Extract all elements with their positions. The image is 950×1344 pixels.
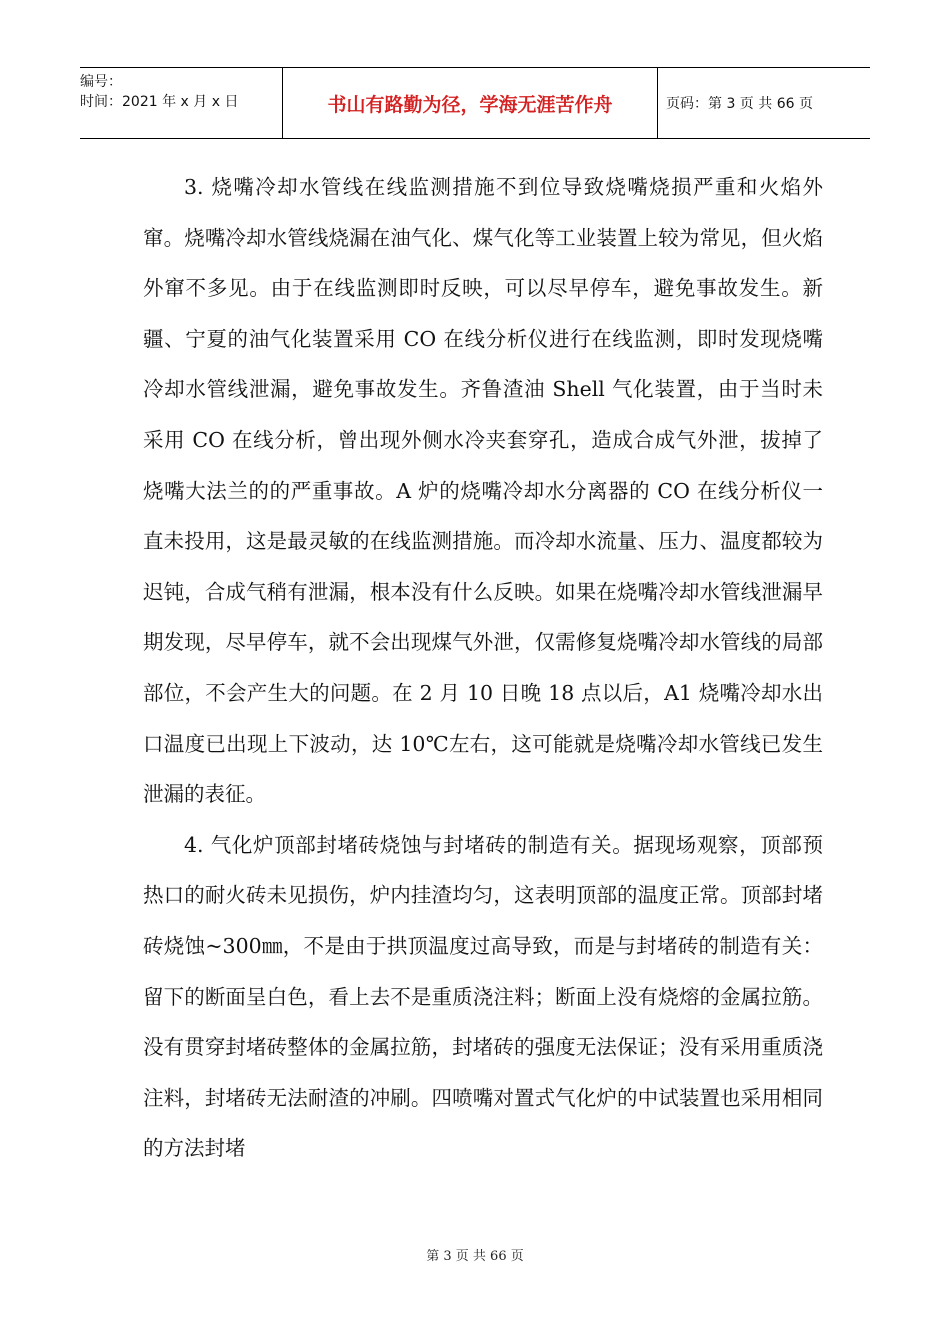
document-date: 时间：2021 年 x 月 x 日: [80, 94, 239, 110]
document-number-label: 编号：: [80, 74, 122, 90]
header-page-info: 页码：第 3 页 共 66 页: [666, 96, 813, 112]
paragraph-3: 3. 烧嘴冷却水管线在线监测措施不到位导致烧嘴烧损严重和火焰外窜。烧嘴冷却水管线烧漏在油气化、煤气化等工业装置上较为常见，但火焰外窜不多见。由于在线监测即时反映，可以尽早停车，避免事故发生。新疆、宁夏的油气化装置采用 CO 在线分析仪进行在线监测，即时发现烧嘴冷却水管线泄漏，避免事故发生。齐鲁渣油 Shell 气化装置，由于当时未采用 CO 在线分析，曾出现外侧水冷夹套穿孔，造成合成气外泄，拔掉了烧嘴大法兰的的严重事故。A 炉的烧嘴冷却水分离器的 CO 在线分析仪一直未投用，这是最灵敏的在线监测措施。而冷却水流量、压力、温度都较为迟钝，合成气稍有泄漏，根本没有什么反映。如果在烧嘴冷却水管线泄漏早期发现，尽早停车，就不会出现煤气外泄，仅需修复烧嘴冷却水管线的局部部位，不会产生大的问题。在 2 月 10 日晚 18 点以后，A1 烧嘴冷却水出口温度已出现上下波动，达 10℃左右，这可能就是烧嘴冷却水管线已发生泄漏的表征。: [143, 175, 823, 807]
document-body: [143, 162, 823, 1174]
header-motto: 书山有路勤为径，学海无涯苦作舟: [283, 68, 658, 138]
page-header: [80, 67, 870, 139]
paragraph-4: 4. 气化炉顶部封堵砖烧蚀与封堵砖的制造有关。据现场观察，顶部预热口的耐火砖未见损伤，炉内挂渣均匀，这表明顶部的温度正常。顶部封堵砖烧蚀~300㎜，不是由于拱顶温度过高导致，而是与封堵砖的制造有关：留下的断面呈白色，看上去不是重质浇注料；断面上没有烧熔的金属拉筋。没有贯穿封堵砖整体的金属拉筋，封堵砖的强度无法保证；没有采用重质浇注料，封堵砖无法耐渣的冲刷。四喷嘴对置式气化炉的中试装置也采用相同的方法封堵: [143, 832, 823, 1161]
header-meta: [80, 68, 283, 138]
page-footer: 第 3 页 共 66 页: [426, 1249, 524, 1264]
